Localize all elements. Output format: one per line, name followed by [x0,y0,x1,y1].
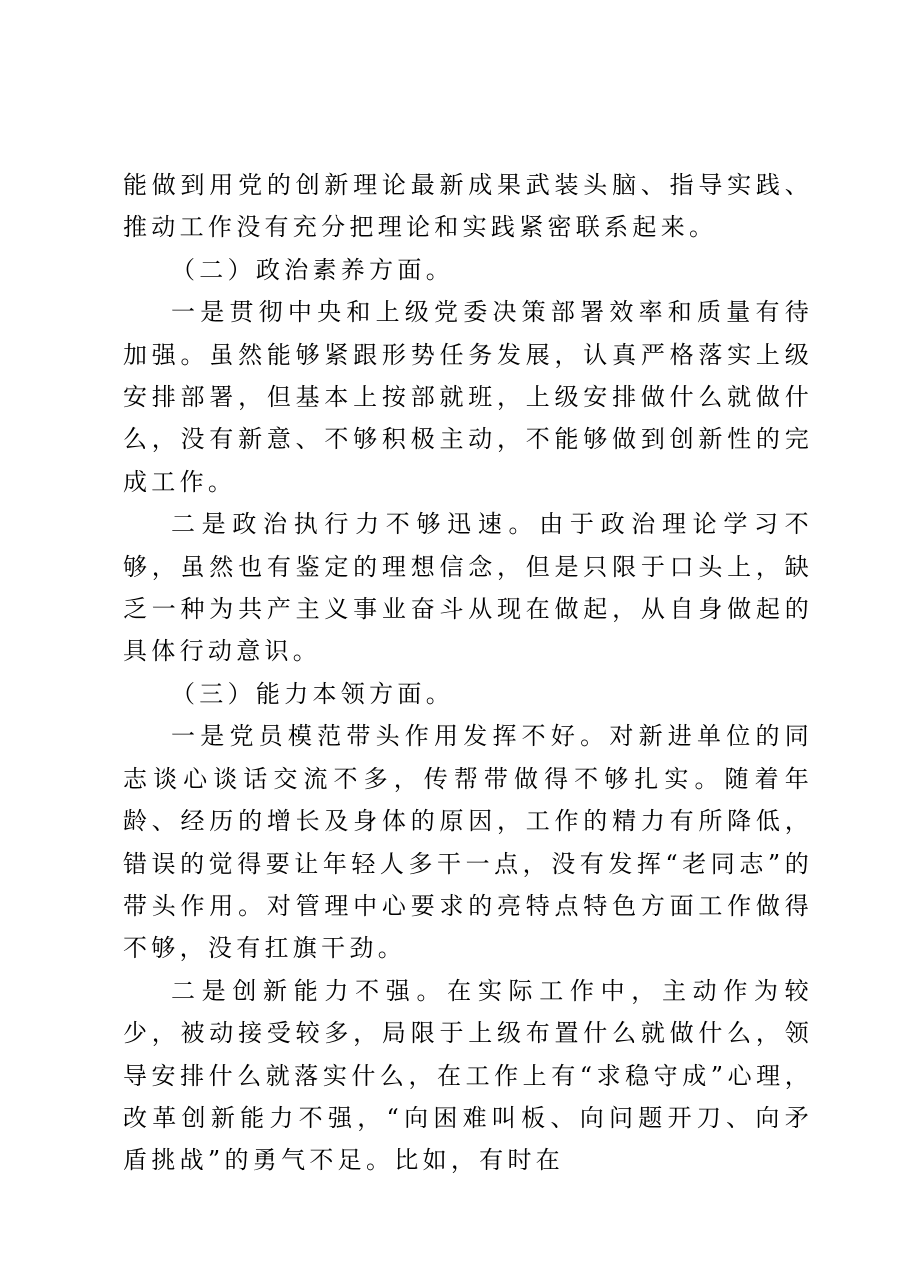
paragraph-innovation: 二是创新能力不强。在实际工作中，主动作为较少，被动接受较多，局限于上级布置什么就做什么，领导安排什么就落实什么，在工作上有“求稳守成”心理，改革创新能力不强，“向困难叫板、向问题开刀、向矛盾挑战”的勇气不足。比如，有时在 [123,976,813,1175]
paragraph-political-execution: 二是政治执行力不够迅速。由于政治理论学习不够，虽然也有鉴定的理想信念，但是只限于口头上，缺乏一种为共产主义事业奋斗从现在做起，从自身做起的具体行动意识。 [123,510,813,666]
section-heading-political-literacy: （二）政治素养方面。 [171,255,454,284]
section-heading-ability: （三）能力本领方面。 [171,679,454,708]
document-body [123,164,813,1182]
paragraph-decision-implementation: 一是贯彻中央和上级党委决策部署效率和质量有待加强。虽然能够紧跟形势任务发展，认真严格落实上级安排部署，但基本上按部就班，上级安排做什么就做什么，没有新意、不够积极主动，不能够做到创新性的完成工作。 [123,298,813,496]
paragraph-continuation: 能做到用党的创新理论最新成果武装头脑、指导实践、推动工作没有充分把理论和实践紧密联系起来。 [123,171,813,242]
paragraph-role-model: 一是党员模范带头作用发挥不好。对新进单位的同志谈心谈话交流不多，传帮带做得不够扎实。随着年龄、经历的增长及身体的原因，工作的精力有所降低，错误的觉得要让年轻人多干一点，没有发挥“老同志”的带头作用。对管理中心要求的亮特点特色方面工作做得不够，没有扛旗干劲。 [123,722,813,963]
